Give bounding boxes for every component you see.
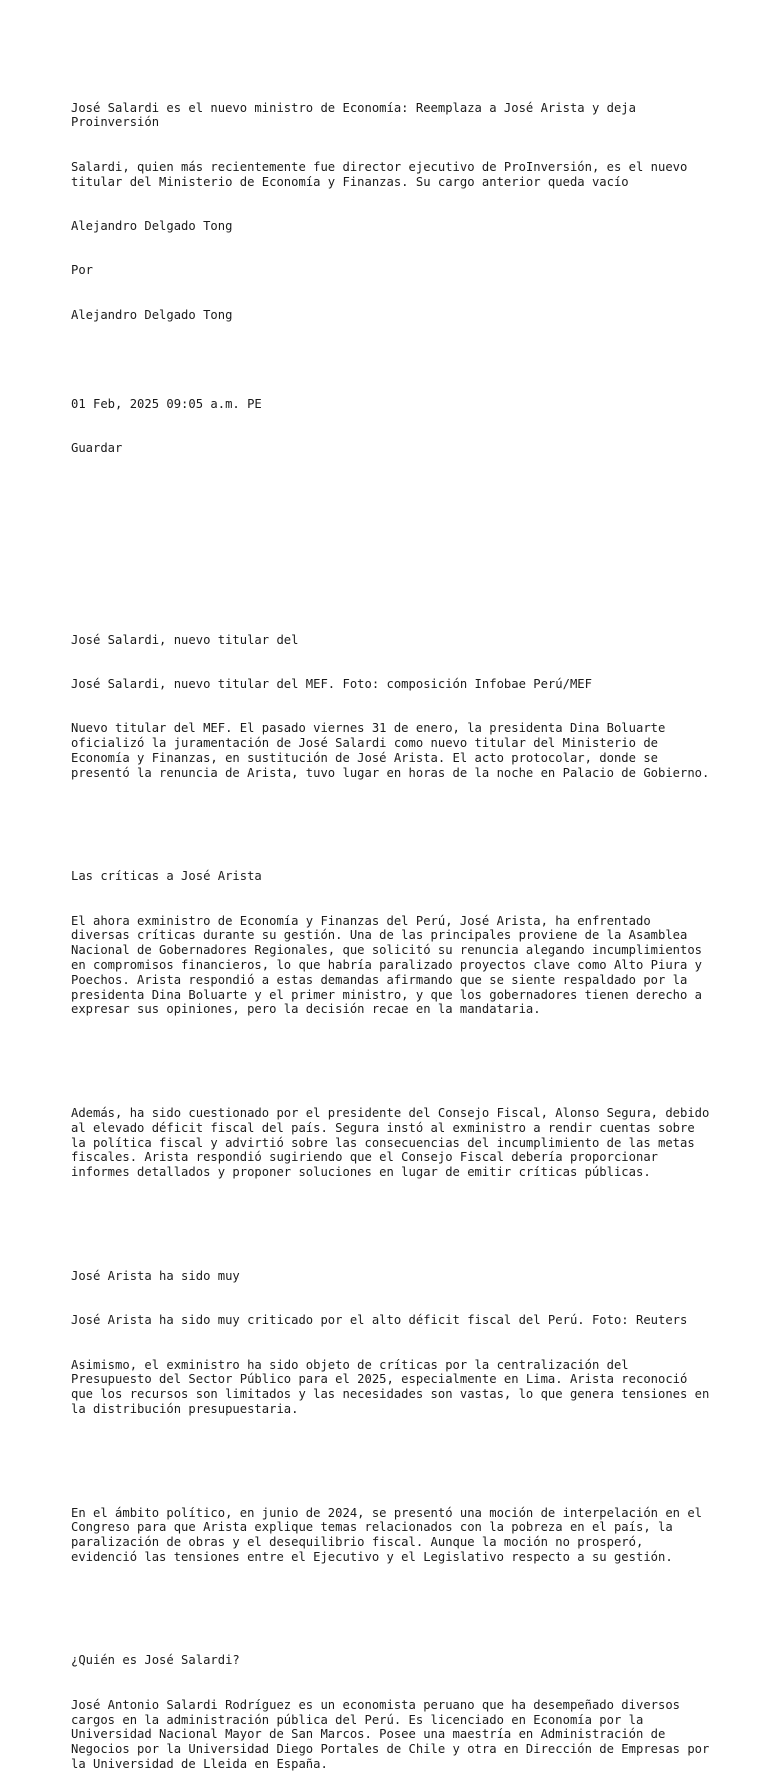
section-heading: ¿Quién es José Salardi? [71, 1653, 240, 1668]
image-caption: José Salardi, nuevo titular del MEF. Foto: composición Infobae Perú/MEF [71, 676, 592, 691]
spacer [71, 1446, 711, 1461]
spacer [71, 1594, 711, 1609]
spacer [71, 810, 711, 825]
image-caption: José Arista ha sido muy criticado por el alto déficit fiscal del Perú. Foto: Reuters [71, 1313, 688, 1328]
paragraph: Asimismo, el exministro ha sido objeto de críticas por la centralización del Presupuesto del Sector Público para el 2025, especialmente en Lima. Arista reconoció que los recursos son limitados y las necesidades son vastas, lo que genera tensiones en la distribución presupuestaria. [71, 1357, 717, 1416]
headline: José Salardi es el nuevo ministro de Economía: Reemplaza a José Arista y deja Proinversión [71, 100, 644, 130]
spacer [71, 352, 711, 367]
subheadline: Salardi, quien más recientemente fue director ejecutivo de ProInversión, es el nuevo titular del Ministerio de Economía y Finanzas. Su cargo anterior queda vacío [71, 159, 695, 189]
paragraph: Además, ha sido cuestionado por el presidente del Consejo Fiscal, Alonso Segura, debido al elevado déficit fiscal del país. Segura instó al exministro a rendir cuentas sobre la política fiscal y advirtió sobre las consecuencias del incumplimiento de las metas fiscales. Arista respondió sugiriendo que el Consejo Fiscal debería proporcionar informes detallados y proponer soluciones en lugar de emitir críticas públicas. [71, 1106, 717, 1180]
spacer [71, 1047, 711, 1062]
section-heading: Las críticas a José Arista [71, 869, 262, 884]
save-button[interactable]: Guardar [71, 440, 123, 455]
image-alt-text: José Arista ha sido muy [71, 1268, 240, 1283]
paragraph: Nuevo titular del MEF. El pasado viernes 31 de enero, la presidenta Dina Boluarte oficializó la juramentación de José Salardi como nuevo titular del Ministerio de Economía y Finanzas, en sustitución de José Arista. El acto protocolar, donde se presentó la renuncia de Arista, tuvo lugar en horas de la noche en Palacio de Gobierno. [71, 721, 710, 780]
author-name[interactable]: Alejandro Delgado Tong [71, 307, 233, 322]
author-link[interactable]: Alejandro Delgado Tong [71, 218, 233, 233]
by-label: Por [71, 263, 94, 278]
spacer [71, 1210, 711, 1225]
article [71, 71, 717, 1787]
publish-date: 01 Feb, 2025 09:05 a.m. PE [71, 396, 262, 411]
paragraph: En el ámbito político, en junio de 2024, se presentó una moción de interpelación en el Congreso para que Arista explique temas relacionados con la pobreza en el país, la paralización de obras y el desequilibrio fiscal. Aunque la moción no prosperó, evidenció las tensiones entre el Ejecutivo y el Legislativo respecto a su gestión. [71, 1505, 710, 1564]
image-placeholder [71, 500, 711, 588]
paragraph: El ahora exministro de Economía y Finanzas del Perú, José Arista, ha enfrentado diversas críticas durante su gestión. Una de las principales proviene de la Asamblea Nacional de Gobernadores Regionales, que solicitó su renuncia alegando incumplimientos en compromisos financieros, lo que habría paralizado proyectos clave como Alto Piura y Poechos. Arista respondió a estas demandas afirmando que se siente respaldado por la presidenta Dina Boluarte y el primer ministro, y que los gobernadores tienen derecho a expresar sus opiniones, pero la decisión recae en la mandataria. [71, 913, 710, 1017]
paragraph: José Antonio Salardi Rodríguez es un economista peruano que ha desempeñado diversos cargos en la administración pública del Perú. Es licenciado en Economía por la Universidad Nacional Mayor de San Marcos. Posee una maestría en Administración de Negocios por la Universidad Diego Portales de Chile y otra en Dirección de Empresas por la Universidad de Lleida en España. [71, 1697, 717, 1772]
image-alt-text: José Salardi, nuevo titular del [71, 632, 299, 647]
